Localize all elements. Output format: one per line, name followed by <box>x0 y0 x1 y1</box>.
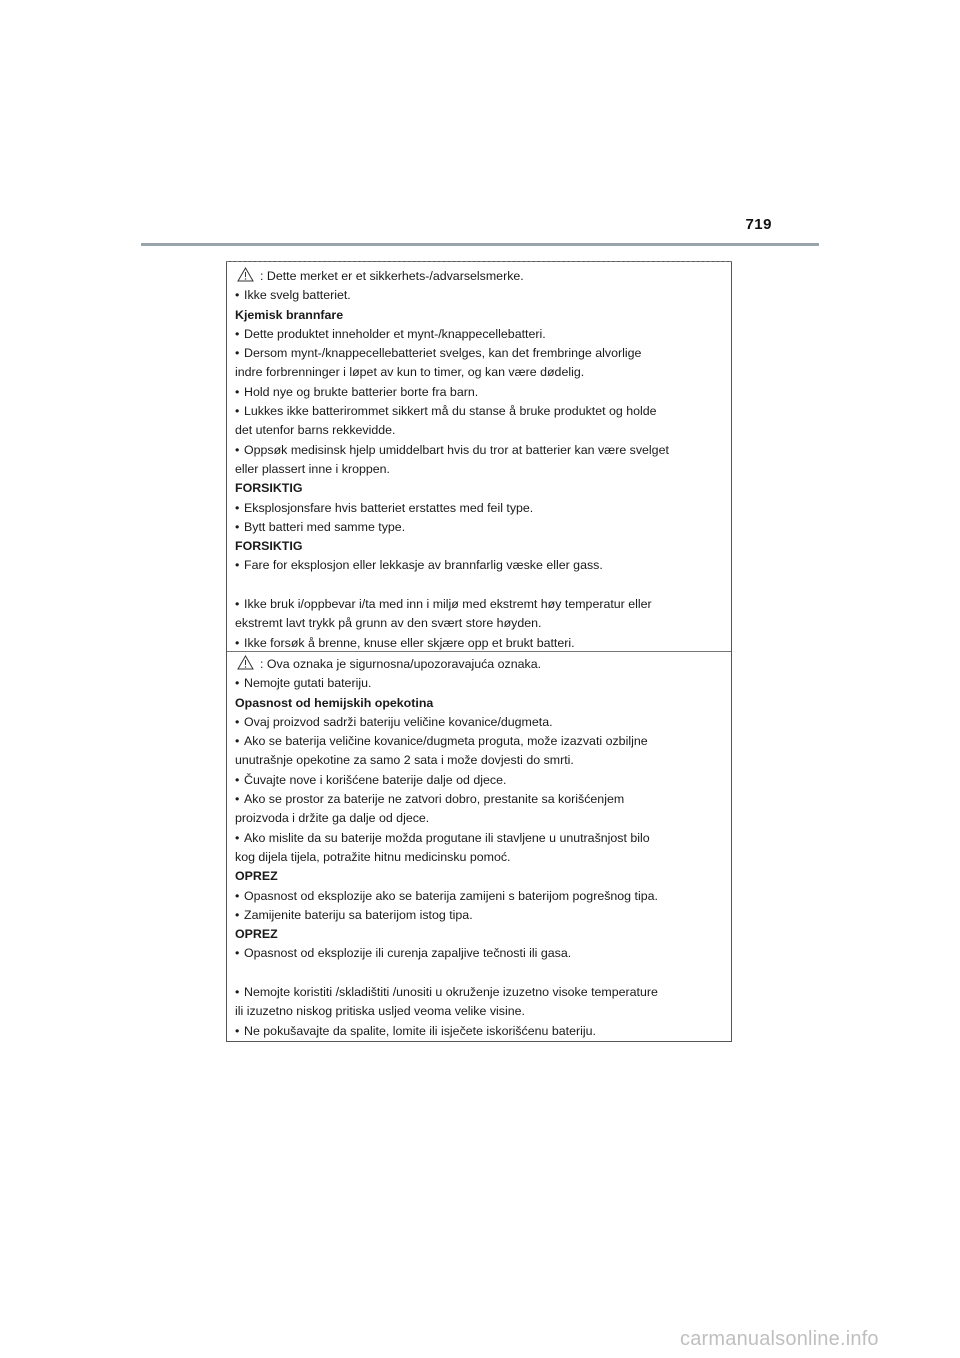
list-item: • Lukkes ikke batterirommet sikkert må du stanse å bruke produktet og holde <box>235 402 723 421</box>
bullet: • <box>235 714 240 729</box>
bullet: • <box>235 985 240 1000</box>
bullet: • <box>235 597 240 612</box>
list-item-continuation: indre forbrenninger i løpet av kun to timer, og kan være dødelig. <box>235 365 585 380</box>
bullet: • <box>235 772 240 787</box>
norwegian-section <box>235 267 723 653</box>
list-item: • Zamijenite bateriju sa baterijom istog tipa. <box>235 906 723 925</box>
norwegian-intro: : Dette merket er et sikkerhets-/advarselsmerke. <box>260 269 524 283</box>
list-item-continuation: ili izuzetno niskog pritiska usljed veoma velike visine. <box>235 1004 525 1019</box>
norwegian-heading-caution: FORSIKTIG <box>235 481 303 496</box>
bullet: • <box>235 442 240 457</box>
list-item: • Eksplosjonsfare hvis batteriet erstattes med feil type. <box>235 499 723 518</box>
list-item: • Dette produktet inneholder et mynt-/knappecellebatteri. <box>235 325 723 344</box>
list-item-continuation: unutrašnje opekotine za samo 2 sata i može dovjesti do smrti. <box>235 753 574 768</box>
list-item: • Čuvajte nove i korišćene baterije dalje od djece. <box>235 771 723 790</box>
croatian-section <box>235 655 723 1041</box>
list-item: • Ikke svelg batteriet. <box>235 286 723 305</box>
warning-triangle-icon <box>237 655 254 670</box>
list-item: • Ako se baterija veličine kovanice/dugmeta proguta, može izazvati ozbiljne <box>235 732 723 751</box>
list-item: • Ikke bruk i/oppbevar i/ta med inn i miljø med ekstremt høy temperatur eller <box>235 595 723 614</box>
warning-triangle-icon <box>237 267 254 282</box>
bullet: • <box>235 558 240 573</box>
bullet: • <box>235 519 240 534</box>
list-item: • Ne pokušavajte da spalite, lomite ili isječete iskorišćenu bateriju. <box>235 1022 723 1041</box>
list-item: • Dersom mynt-/knappecellebatteriet svelges, kan det frembringe alvorlige <box>235 344 723 363</box>
list-item-continuation: det utenfor barns rekkevidde. <box>235 423 396 438</box>
bullet: • <box>235 830 240 845</box>
list-item-continuation: kog dijela tijela, potražite hitnu medicinsku pomoć. <box>235 849 511 864</box>
croatian-heading-chemical: Opasnost od hemijskih opekotina <box>235 695 434 710</box>
bullet: • <box>235 384 240 399</box>
norwegian-heading-caution: FORSIKTIG <box>235 539 303 554</box>
list-item: • Ako mislite da su baterije možda progutane ili stavljene u unutrašnjost bilo <box>235 829 723 848</box>
croatian-heading-caution: OPREZ <box>235 869 278 884</box>
spacer <box>235 964 723 983</box>
list-item-continuation: ekstremt lavt trykk på grunn av den svært store høyden. <box>235 616 542 631</box>
page-number: 719 <box>745 216 772 233</box>
croatian-heading-caution: OPREZ <box>235 927 278 942</box>
list-item: • Nemojte gutati bateriju. <box>235 674 723 693</box>
bullet: • <box>235 346 240 361</box>
bullet: • <box>235 888 240 903</box>
bullet: • <box>235 734 240 749</box>
bullet: • <box>235 792 240 807</box>
list-item: • Ikke forsøk å brenne, knuse eller skjære opp et brukt batteri. <box>235 634 723 653</box>
list-item: • Fare for eksplosjon eller lekkasje av brannfarlig væske eller gass. <box>235 556 723 575</box>
list-item: • Bytt batteri med samme type. <box>235 518 723 537</box>
list-item: • Hold nye og brukte batterier borte fra barn. <box>235 383 723 402</box>
bullet: • <box>235 500 240 515</box>
list-item-continuation: proizvoda i držite ga dalje od djece. <box>235 811 430 826</box>
croatian-intro-line <box>235 655 723 674</box>
bullet: • <box>235 635 240 650</box>
spacer <box>235 576 723 595</box>
list-item: • Opasnost od eksplozije ako se baterija zamijeni s baterijom pogrešnog tipa. <box>235 887 723 906</box>
section-divider <box>227 651 731 652</box>
bullet: • <box>235 288 240 303</box>
bullet: • <box>235 907 240 922</box>
list-item: • Ovaj proizvod sadrži bateriju veličine kovanice/dugmeta. <box>235 713 723 732</box>
bullet: • <box>235 1023 240 1038</box>
norwegian-heading-chemical: Kjemisk brannfare <box>235 307 344 322</box>
battery-warning-box <box>226 261 732 1042</box>
bullet: • <box>235 946 240 961</box>
norwegian-intro-line <box>235 267 723 286</box>
header-rule <box>141 243 819 246</box>
list-item: • Nemojte koristiti /skladištiti /unositi u okruženje izuzetno visoke temperature <box>235 983 723 1002</box>
croatian-intro: : Ova oznaka je sigurnosna/upozoravajuća oznaka. <box>260 657 542 671</box>
bullet: • <box>235 404 240 419</box>
list-item: • Oppsøk medisinsk hjelp umiddelbart hvis du tror at batterier kan være svelget <box>235 441 723 460</box>
bullet: • <box>235 326 240 341</box>
bullet: • <box>235 676 240 691</box>
list-item: • Ako se prostor za baterije ne zatvori dobro, prestanite sa korišćenjem <box>235 790 723 809</box>
list-item-continuation: eller plassert inne i kroppen. <box>235 461 390 476</box>
list-item: • Opasnost od eksplozije ili curenja zapaljive tečnosti ili gasa. <box>235 944 723 963</box>
footer-watermark: carmanualsonline.info <box>680 1328 879 1350</box>
